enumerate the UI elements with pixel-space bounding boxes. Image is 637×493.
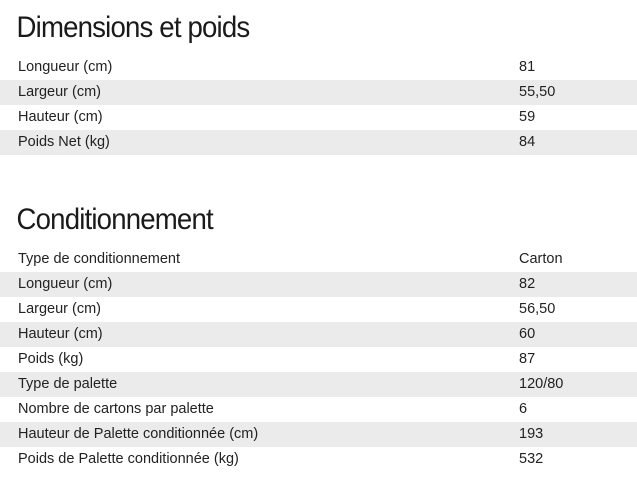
table-row (0, 297, 637, 322)
table-row (0, 105, 637, 130)
spec-label: Type de conditionnement (18, 251, 181, 267)
spec-label: Poids Net (kg) (0, 130, 518, 155)
spec-value: 193 (518, 422, 637, 447)
spec-value: Carton (519, 251, 563, 267)
spec-value: 55,50 (518, 80, 637, 105)
spec-value: 84 (518, 130, 637, 155)
spec-label: Nombre de cartons par palette (18, 401, 214, 417)
spec-value: 87 (519, 351, 536, 367)
spec-label: Longueur (cm) (0, 272, 518, 297)
table-row (0, 447, 637, 472)
spec-label: Largeur (cm) (0, 80, 518, 105)
spec-value: 59 (519, 109, 536, 125)
table-row (0, 272, 637, 297)
table-row (0, 347, 637, 372)
spec-value: 82 (518, 272, 637, 297)
spec-label: Hauteur (cm) (18, 109, 103, 125)
spec-value: 56,50 (519, 301, 556, 317)
table-row (0, 422, 637, 447)
table-row (0, 372, 637, 397)
spec-label: Poids de Palette conditionnée (kg) (18, 451, 239, 467)
spec-value: 120/80 (518, 372, 637, 397)
spec-label: Hauteur de Palette conditionnée (cm) (0, 422, 518, 447)
spec-value: 6 (519, 401, 528, 417)
spec-value: 60 (518, 322, 637, 347)
table-row (0, 322, 637, 347)
spec-label: Longueur (cm) (18, 59, 113, 75)
packaging-table (0, 247, 637, 472)
table-row (0, 55, 637, 80)
dimensions-section (0, 0, 637, 155)
spec-value: 81 (519, 59, 536, 75)
table-row (0, 80, 637, 105)
spec-value: 532 (519, 451, 544, 467)
table-row (0, 130, 637, 155)
spec-label: Poids (kg) (18, 351, 84, 367)
packaging-section (0, 192, 637, 472)
dimensions-table (0, 55, 637, 155)
table-row (0, 397, 637, 422)
spec-label: Hauteur (cm) (0, 322, 518, 347)
dimensions-title: Dimensions et poids (16, 11, 250, 44)
table-row (0, 247, 637, 272)
spec-label: Largeur (cm) (18, 301, 101, 317)
spec-label: Type de palette (0, 372, 518, 397)
packaging-title: Conditionnement (16, 203, 213, 236)
